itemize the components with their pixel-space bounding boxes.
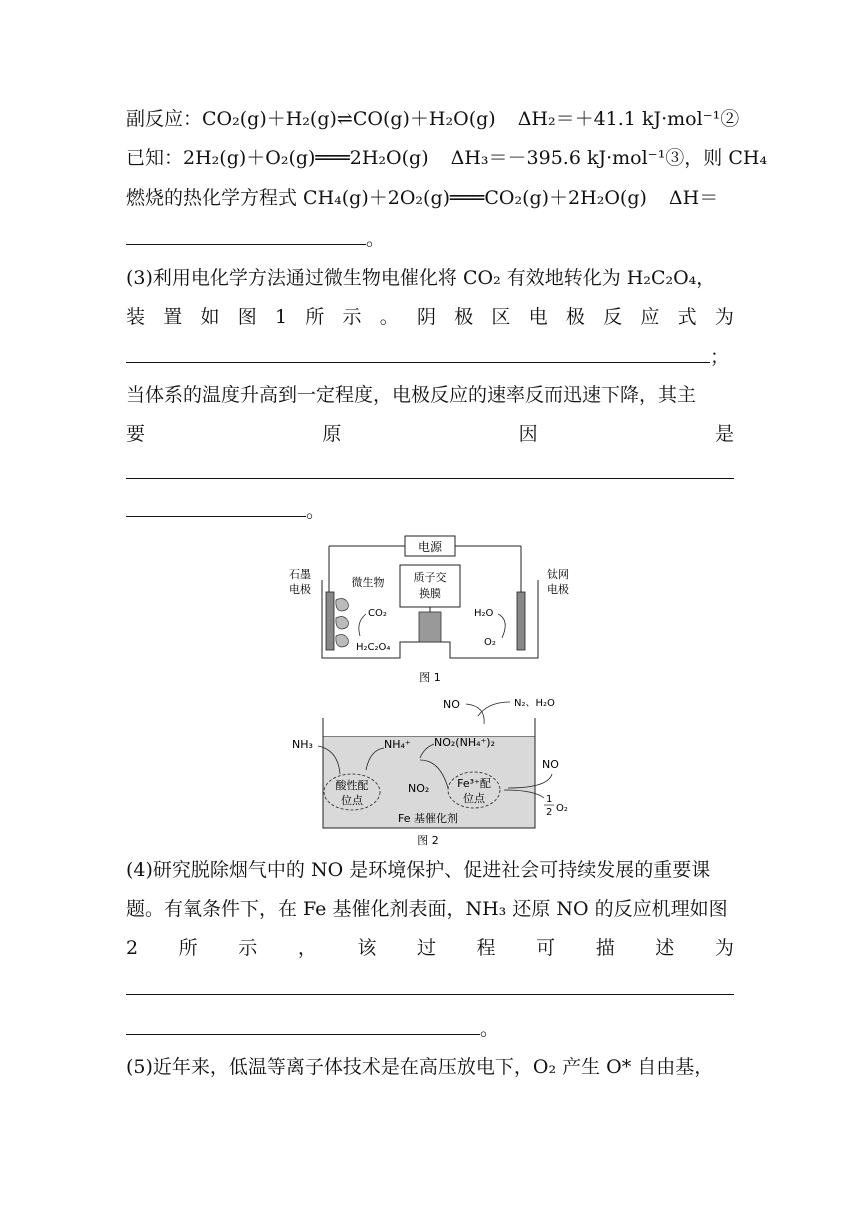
acid-site-label-2: 位点 bbox=[341, 794, 363, 807]
q3-answer-line-1 bbox=[126, 344, 729, 369]
answer-line-1 bbox=[126, 226, 385, 251]
complex-label: NO₂(NH₄⁺)₂ bbox=[434, 736, 496, 749]
q4-line-3: 2 所 示 ， 该 过 程 可 描 述 为 bbox=[126, 937, 734, 959]
fe-site-label-2: 位点 bbox=[463, 792, 485, 805]
q3-line-5: 要 原 因 是 bbox=[126, 423, 734, 445]
microbe-icon bbox=[336, 635, 349, 647]
q3-line-4: 当体系的温度升高到一定程度，电极反应的速率反而迅速下降，其主 bbox=[126, 384, 697, 406]
q3-line-2: 装 置 如 图 1 所 示 。 阴 极 区 电 极 反 应 式 为 bbox=[126, 306, 734, 328]
enthalpy-3: ΔH₃＝－395.6 kJ·mol⁻¹③，则 CH₄ bbox=[450, 147, 768, 169]
catalyst-label: Fe 基催化剂 bbox=[398, 812, 458, 825]
o2-label: O₂ bbox=[484, 637, 496, 648]
side-reaction-label: 副反应： bbox=[126, 108, 203, 130]
q3-answer-line-2 bbox=[126, 460, 734, 485]
answer-blank[interactable] bbox=[126, 1016, 480, 1035]
microbe-icon bbox=[336, 617, 349, 629]
products-label: N₂、H₂O bbox=[514, 698, 555, 709]
power-label: 电源 bbox=[417, 540, 443, 554]
membrane-label-1: 质子交 bbox=[413, 571, 447, 584]
graphite-label-1: 石墨 bbox=[289, 568, 311, 581]
side-reaction-equation: CO₂(g)＋H₂(g)⇌CO(g)＋H₂O(g) bbox=[202, 108, 496, 130]
answer-blank[interactable] bbox=[126, 226, 366, 245]
acid-site-label-1: 酸性配 bbox=[335, 779, 369, 792]
q4-line-2: 题。有氧条件下，在 Fe 基催化剂表面，NH₃ 还原 NO 的反应机理如图 bbox=[126, 898, 728, 920]
q4-answer-line-1 bbox=[126, 976, 734, 1001]
graphite-electrode bbox=[326, 592, 334, 650]
period: 。 bbox=[366, 228, 386, 250]
q4-line-1: (4)研究脱除烟气中的 NO 是环境保护、促进社会可持续发展的重要课 bbox=[126, 859, 711, 881]
figure-2-reaction-mechanism bbox=[280, 694, 580, 852]
known-label: 已知： bbox=[126, 147, 184, 169]
no-right-label: NO bbox=[542, 758, 559, 771]
figure-1-caption: 图 1 bbox=[419, 671, 441, 684]
h2o-label: H₂O bbox=[474, 608, 494, 619]
no2-label: NO₂ bbox=[408, 782, 430, 795]
co2-label: CO₂ bbox=[368, 608, 387, 619]
answer-blank[interactable] bbox=[126, 460, 734, 479]
titanium-label-2: 电极 bbox=[547, 583, 569, 596]
figure-2-caption: 图 2 bbox=[417, 834, 439, 847]
figure-1-electrolysis-cell bbox=[280, 530, 580, 690]
answer-blank[interactable] bbox=[126, 344, 710, 363]
titanium-label-1: 钛网 bbox=[547, 568, 569, 581]
microbe-label: 微生物 bbox=[351, 576, 385, 589]
semicolon: ； bbox=[710, 346, 730, 368]
q4-answer-line-2 bbox=[126, 1016, 499, 1041]
nh3-label: NH₃ bbox=[292, 738, 313, 751]
enthalpy-2: ΔH₂＝＋41.1 kJ·mol⁻¹② bbox=[517, 108, 740, 130]
answer-blank[interactable] bbox=[126, 498, 306, 517]
enthalpy-target: ΔH＝ bbox=[668, 187, 719, 209]
graphite-label-2: 电极 bbox=[289, 583, 311, 596]
h2c2o4-label: H₂C₂O₄ bbox=[356, 642, 391, 653]
equation-line-3 bbox=[126, 186, 718, 210]
titanium-mesh-electrode bbox=[517, 592, 525, 650]
half-numerator: 1 bbox=[546, 794, 553, 805]
membrane-label-2: 换膜 bbox=[419, 587, 441, 600]
o2-fig2-label: O₂ bbox=[556, 803, 568, 814]
period: 。 bbox=[480, 1018, 500, 1040]
proton-exchange-membrane bbox=[419, 612, 441, 642]
fe-site-label-1: Fe³⁺配 bbox=[457, 777, 491, 790]
q3-answer-line-3 bbox=[126, 498, 325, 523]
equation-line-2 bbox=[126, 146, 767, 170]
nh4-label: NH₄⁺ bbox=[384, 738, 411, 751]
half-denominator: 2 bbox=[546, 807, 553, 818]
combustion-equation: 燃烧的热化学方程式 CH₄(g)＋2O₂(g)═══CO₂(g)＋2H₂O(g) bbox=[126, 187, 647, 209]
answer-blank[interactable] bbox=[126, 976, 734, 995]
known-equation: 2H₂(g)＋O₂(g)═══2H₂O(g) bbox=[183, 147, 429, 169]
no-top-label: NO bbox=[443, 698, 460, 711]
q5-line-1: (5)近年来，低温等离子体技术是在高压放电下，O₂ 产生 O* 自由基， bbox=[126, 1056, 714, 1078]
period: 。 bbox=[306, 500, 326, 522]
equation-line-1 bbox=[126, 107, 739, 131]
microbe-icon bbox=[336, 599, 349, 611]
q3-line-1: (3)利用电化学方法通过微生物电催化将 CO₂ 有效地转化为 H₂C₂O₄， bbox=[126, 267, 716, 289]
